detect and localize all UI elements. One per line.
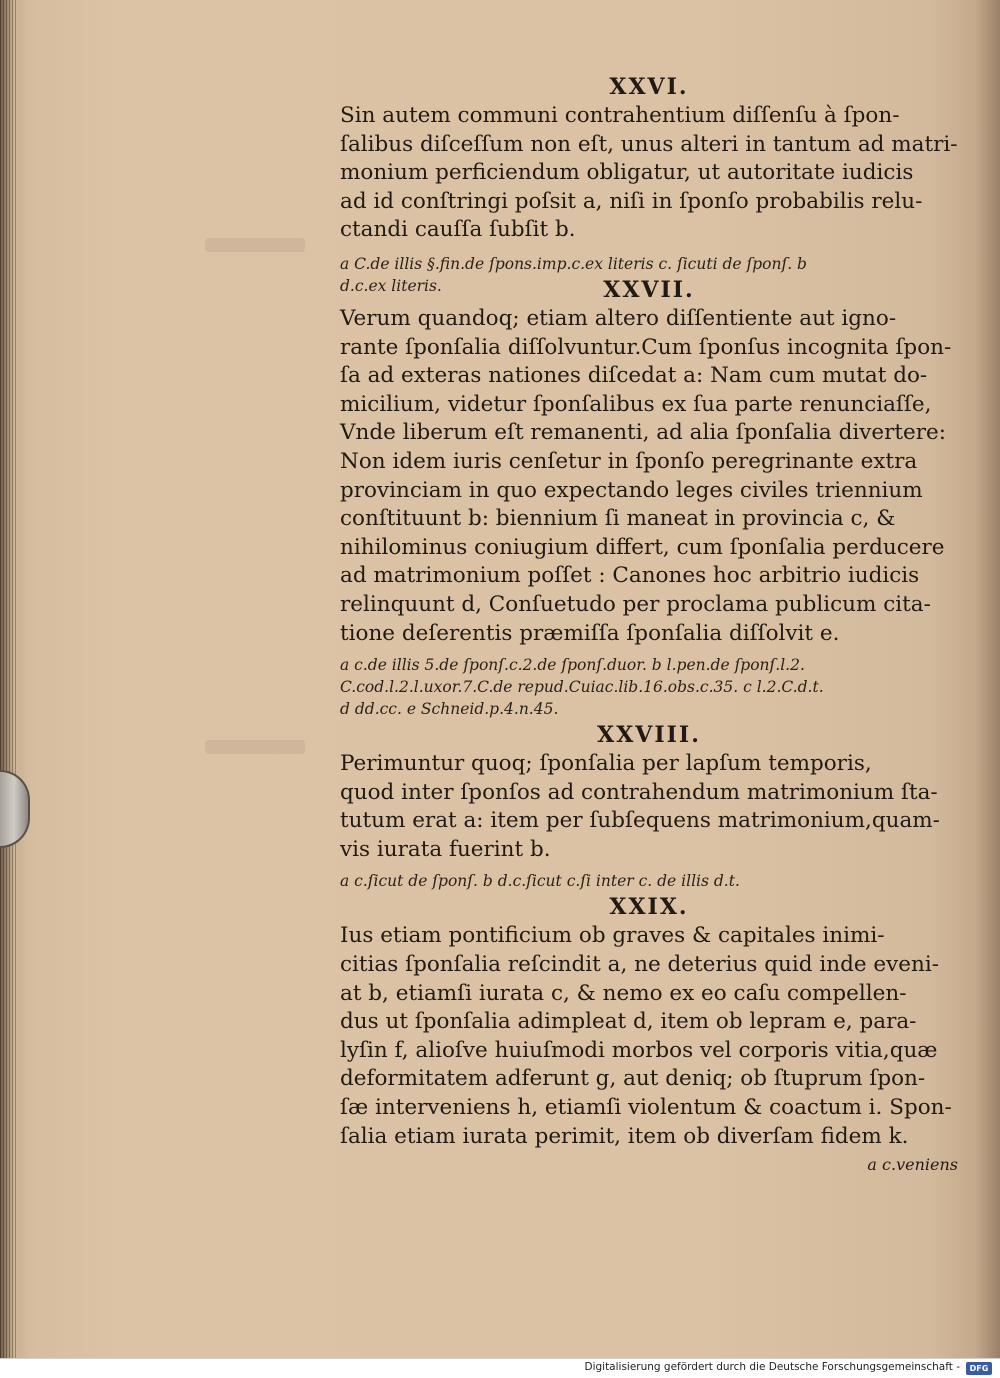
section-heading: XXVII. xyxy=(603,276,695,303)
text-line: provinciam in quo expectando leges civiles triennium xyxy=(340,477,923,503)
text-line: Sin autem communi contrahentium diſſenſu à ſpon- xyxy=(340,103,900,128)
text-line: at b, etiamſi iurata c, & nemo ex eo caſu compellen- xyxy=(340,980,907,1006)
text-line: ad matrimonium poſſet : Canones hoc arbitrio iudicis xyxy=(340,563,920,589)
text-line: rante ſponſalia diſſolvuntur.Cum ſponſus incognita ſpon- xyxy=(340,334,952,360)
text-line: Vnde liberum eſt remanenti, ad alia ſponſalia divertere: xyxy=(340,420,946,446)
funding-credit: Digitalisierung gefördert durch die Deutsche Forschungsgemeinschaft - xyxy=(584,1361,960,1373)
digitization-footer xyxy=(0,1358,1000,1378)
text-line: conſtituunt b: biennium ſi maneat in provincia c, & xyxy=(340,506,896,532)
page-stack-edge xyxy=(0,0,18,1358)
text-line: micilium, videtur ſponſalibus ex ſua parte renunciaſſe, xyxy=(340,391,932,417)
section-heading: XXVIII. xyxy=(597,722,701,749)
text-line: Perimuntur quoq; ſponſalia per lapſum temporis, xyxy=(340,751,872,777)
section-heading: XXIX. xyxy=(609,894,689,921)
show-through-smudge xyxy=(205,238,305,252)
footnote-line: a c.de illis 5.de ſponſ.c.2.de ſponſ.duor. b l.pen.de ſponſ.l.2. xyxy=(340,656,805,675)
text-line: tutum erat a: item per ſubſequens matrimonium,quam- xyxy=(340,808,940,834)
text-line: deformitatem adferunt g, aut deniq; ob ſtuprum ſpon- xyxy=(340,1066,926,1092)
text-line: Verum quandoq; etiam altero diſſentiente aut igno- xyxy=(340,305,897,331)
footnote-line: C.cod.l.2.l.uxor.7.C.de repud.Cuiac.lib.16.obs.c.35. c l.2.C.d.t. xyxy=(340,678,824,697)
text-line: dus ut ſponſalia adimpleat d, item ob lepram e, para- xyxy=(340,1009,917,1035)
footnote-line: d.c.ex literis. xyxy=(340,276,442,295)
show-through-smudge xyxy=(205,740,305,754)
section-heading: XXVI. xyxy=(609,74,689,100)
text-line: ſa ad exteras nationes diſcedat a: Nam cum mutat do- xyxy=(340,363,928,389)
text-line: lyſin f, alioſve huiuſmodi morbos vel corporis vitia,quæ xyxy=(340,1037,938,1063)
page-clip xyxy=(0,770,30,848)
text-line: ctandi cauſſa ſubſit b. xyxy=(340,217,576,243)
footnote-line: d dd.cc. e Schneid.p.4.n.45. xyxy=(340,700,559,719)
footnote-line: a c.ſicut de ſponſ. b d.c.ſicut c.ſi inter c. de illis d.t. xyxy=(340,872,740,891)
text-line: ſalia etiam iurata perimit, item ob diverſam fidem k. xyxy=(340,1123,909,1149)
text-line: tione deſerentis præmiſſa ſponſalia diſſolvit e. xyxy=(340,620,840,646)
text-line: vis iurata fuerint b. xyxy=(340,836,551,862)
dfg-logo-icon: DFG xyxy=(966,1362,992,1375)
text-line: nihilominus coniugium differt, cum ſponſalia perducere xyxy=(340,534,945,560)
text-line: ſæ interveniens h, etiamſi violentum & coactum i. Spon- xyxy=(340,1095,952,1121)
text-line: monium perficiendum obligatur, ut autoritate iudicis xyxy=(340,160,914,186)
text-line: quod inter ſponſos ad contrahendum matrimonium ſta- xyxy=(340,779,938,805)
text-line: ad id conſtringi poſsit a, niſi in ſponſo probabilis relu- xyxy=(340,188,923,214)
page-text xyxy=(340,72,958,1190)
catchword: a c.veniens xyxy=(867,1155,958,1175)
text-line: Non idem iuris cenſetur in ſponſo peregrinante extra xyxy=(340,448,918,474)
text-line: relinquunt d, Conſuetudo per proclama publicum cita- xyxy=(340,591,931,617)
footnote-line: a C.de illis §.fin.de ſpons.imp.c.ex literis c. ſicuti de ſponſ. b xyxy=(340,254,807,273)
text-line: Ius etiam pontificium ob graves & capitales inimi- xyxy=(340,923,885,949)
text-line: ſalibus diſceſſum non eſt, unus alteri in tantum ad matri- xyxy=(340,131,958,157)
text-line: citias ſponſalia reſcindit a, ne deterius quid inde eveni- xyxy=(340,952,939,978)
